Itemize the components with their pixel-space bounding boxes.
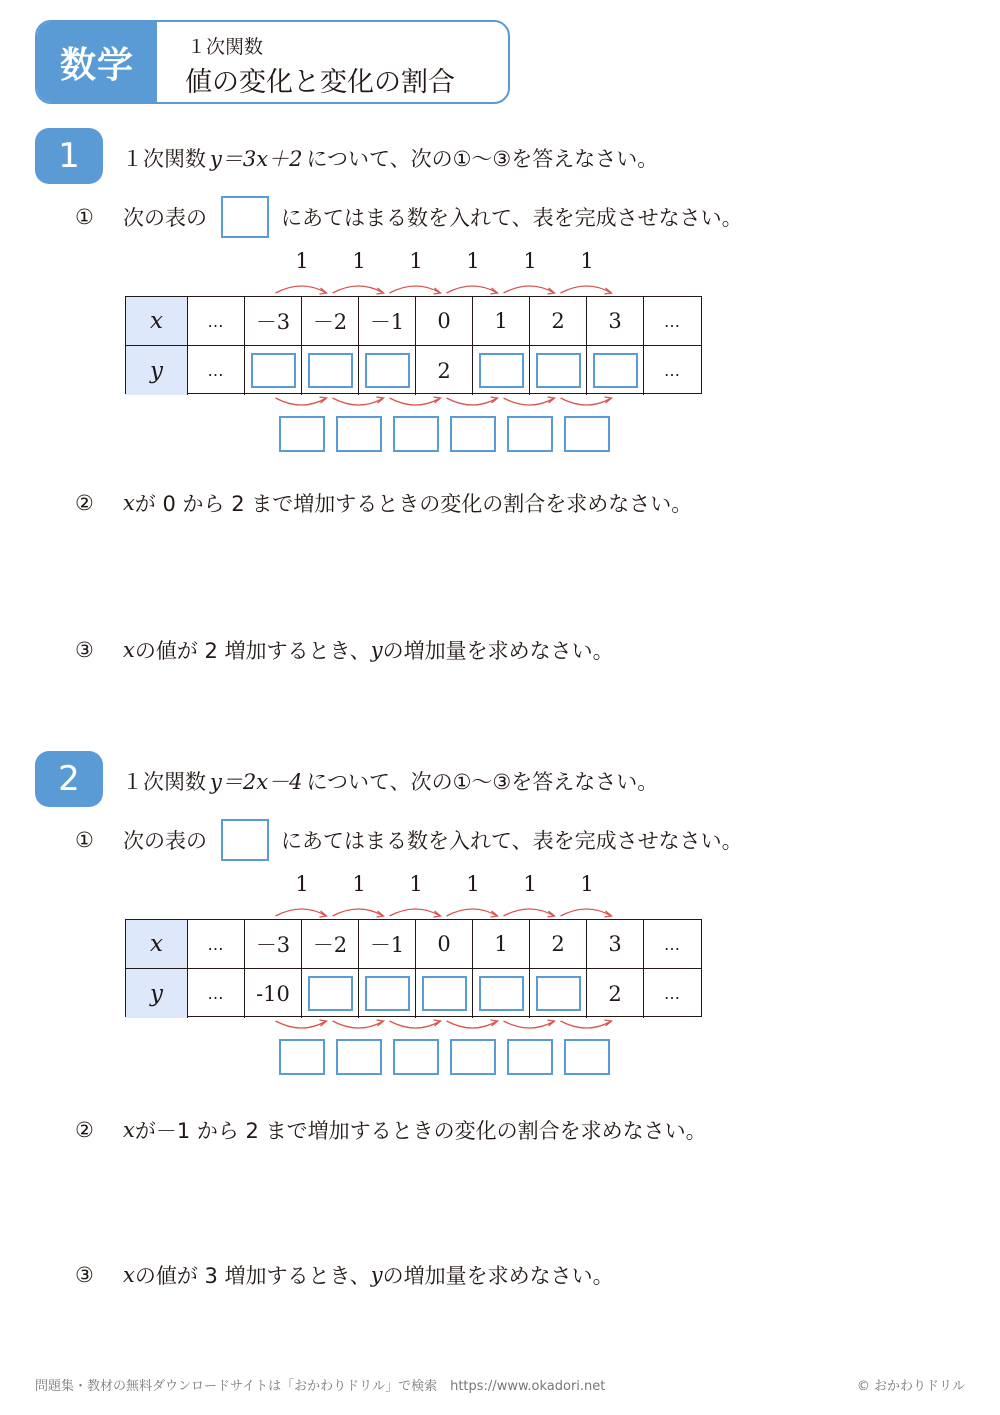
problem-2-q3 xyxy=(75,1260,614,1290)
problem-1-q2 xyxy=(75,488,692,518)
increment-arrow xyxy=(390,1021,441,1028)
x-cell: … xyxy=(664,311,681,331)
increment-arrow xyxy=(333,1021,384,1028)
x-cell: 0 xyxy=(416,920,473,968)
x-cell: －1 xyxy=(359,297,416,345)
intro-suffix: について、次の①～③を答えなさい。 xyxy=(306,770,659,794)
increment-arrow xyxy=(561,909,612,916)
y-cell-blank[interactable] xyxy=(530,969,587,1018)
x-cell: －1 xyxy=(359,920,416,968)
increment-arrow xyxy=(390,398,441,405)
x-cell: … xyxy=(188,297,245,345)
x-cell: … xyxy=(188,920,245,968)
increment-arrow xyxy=(390,286,441,293)
problem-number-badge: 2 xyxy=(35,751,103,807)
x-increment-label: 1 xyxy=(295,872,309,896)
x-increment-label: 1 xyxy=(523,872,537,896)
y-cell-blank[interactable] xyxy=(530,346,587,395)
x-increment-label: 1 xyxy=(352,249,366,273)
y-answer-box[interactable] xyxy=(365,976,410,1011)
increment-arrow xyxy=(561,286,612,293)
y-cell-blank[interactable] xyxy=(416,969,473,1018)
x-increment-label: 1 xyxy=(352,872,366,896)
y-header: y xyxy=(126,346,188,395)
increment-arrow xyxy=(504,286,555,293)
q1-text-post: にあてはまる数を入れて、表を完成させなさい。 xyxy=(281,206,743,230)
y-cell: … xyxy=(664,361,681,380)
y-row xyxy=(126,969,701,1018)
y-increment-answer-box[interactable] xyxy=(450,416,496,452)
x-cell: －2 xyxy=(302,297,359,345)
intro-prefix: １次関数 xyxy=(122,147,206,171)
q3-marker: ③ xyxy=(75,1263,94,1287)
x-cell: －3 xyxy=(245,297,302,345)
q3-marker: ③ xyxy=(75,638,94,662)
problem-2-q1 xyxy=(75,819,743,861)
footer-copyright: © おかわりドリル xyxy=(856,1379,965,1394)
x-cell: 1 xyxy=(473,920,530,968)
y-answer-box[interactable] xyxy=(536,353,581,388)
intro-prefix: １次関数 xyxy=(122,770,206,794)
increment-arrow xyxy=(276,1021,327,1028)
value-table xyxy=(125,919,702,1017)
q3-variable-x: x xyxy=(123,638,135,662)
x-increment-label: 1 xyxy=(523,249,537,273)
y-increment-answer-box[interactable] xyxy=(393,416,439,452)
y-answer-box[interactable] xyxy=(308,976,353,1011)
problem-2-q2 xyxy=(75,1115,707,1145)
x-cell: 0 xyxy=(416,297,473,345)
q2-variable: x xyxy=(123,1118,135,1142)
y-answer-box[interactable] xyxy=(365,353,410,388)
y-cell: … xyxy=(188,969,245,1018)
x-cell: 1 xyxy=(473,297,530,345)
equation: y＝3x＋2 xyxy=(210,147,303,171)
x-increment-label: 1 xyxy=(295,249,309,273)
x-cell: … xyxy=(664,934,681,954)
y-header: y xyxy=(126,969,188,1018)
y-cell-blank[interactable] xyxy=(245,346,302,395)
problem-2-intro xyxy=(122,766,658,796)
increment-arrow xyxy=(561,398,612,405)
footer-site-info: 問題集・教材の無料ダウンロードサイトは「おかわりドリル」で検索 https://www.okadori.net xyxy=(35,1379,606,1394)
y-answer-box[interactable] xyxy=(251,353,296,388)
q3-variable-y: y xyxy=(370,1263,383,1287)
y-cell-blank[interactable] xyxy=(302,346,359,395)
y-cell-blank[interactable] xyxy=(302,969,359,1018)
increment-arrow xyxy=(276,398,327,405)
x-header: x xyxy=(126,920,188,968)
y-increment-answer-box[interactable] xyxy=(279,1039,325,1075)
y-cell: 2 xyxy=(416,346,473,395)
problem-1-q3 xyxy=(75,635,614,665)
y-cell-blank[interactable] xyxy=(587,346,644,395)
x-increment-label: 1 xyxy=(580,872,594,896)
increment-arrow xyxy=(276,909,327,916)
y-answer-box[interactable] xyxy=(308,353,353,388)
q3-text-a: の値が 2 増加するとき、 xyxy=(134,639,371,663)
increment-arrow xyxy=(333,909,384,916)
answer-box-sample xyxy=(221,819,269,861)
x-increment-label: 1 xyxy=(409,249,423,273)
q2-variable: x xyxy=(123,491,135,515)
y-cell-blank[interactable] xyxy=(473,346,530,395)
q3-variable-x: x xyxy=(123,1263,135,1287)
y-answer-box[interactable] xyxy=(593,353,638,388)
x-cell: 2 xyxy=(530,297,587,345)
y-cell: … xyxy=(664,984,681,1003)
q1-text-post: にあてはまる数を入れて、表を完成させなさい。 xyxy=(281,829,743,853)
increment-arrow xyxy=(447,286,498,293)
x-increment-label: 1 xyxy=(580,249,594,273)
q2-marker: ② xyxy=(75,491,94,515)
y-answer-box[interactable] xyxy=(479,353,524,388)
value-table xyxy=(125,296,702,394)
y-increment-answer-box[interactable] xyxy=(507,416,553,452)
x-cell: －2 xyxy=(302,920,359,968)
y-row xyxy=(126,346,701,395)
y-answer-box[interactable] xyxy=(479,976,524,1011)
increment-arrow xyxy=(504,1021,555,1028)
q1-marker: ① xyxy=(75,205,94,229)
x-row xyxy=(126,297,701,346)
unit-name: １次関数 xyxy=(187,36,264,58)
q3-text-b: の増加量を求めなさい。 xyxy=(382,639,614,663)
y-cell-blank[interactable] xyxy=(473,969,530,1018)
increment-arrow xyxy=(333,286,384,293)
intro-suffix: について、次の①～③を答えなさい。 xyxy=(306,147,659,171)
increment-arrow xyxy=(333,398,384,405)
y-increment-answer-box[interactable] xyxy=(336,1039,382,1075)
q1-text-pre: 次の表の xyxy=(123,829,207,853)
increment-arrow xyxy=(561,1021,612,1028)
y-increment-answer-box[interactable] xyxy=(564,416,610,452)
x-increment-label: 1 xyxy=(466,249,480,273)
y-answer-box[interactable] xyxy=(422,976,467,1011)
y-increment-answer-box[interactable] xyxy=(393,1039,439,1075)
increment-arrow xyxy=(276,286,327,293)
x-increment-label: 1 xyxy=(409,872,423,896)
y-answer-box[interactable] xyxy=(536,976,581,1011)
x-cell: 3 xyxy=(587,297,644,345)
x-increment-label: 1 xyxy=(466,872,480,896)
q1-marker: ① xyxy=(75,828,94,852)
y-cell: … xyxy=(188,346,245,395)
y-cell-blank[interactable] xyxy=(359,346,416,395)
increment-arrow xyxy=(447,398,498,405)
x-header: x xyxy=(126,297,188,345)
x-cell: 3 xyxy=(587,920,644,968)
y-increment-answer-box[interactable] xyxy=(279,416,325,452)
worksheet-title: 値の変化と変化の割合 xyxy=(185,67,455,98)
increment-arrow xyxy=(447,1021,498,1028)
y-cell-blank[interactable] xyxy=(359,969,416,1018)
q3-text-a: の値が 3 増加するとき、 xyxy=(134,1264,371,1288)
y-increment-answer-box[interactable] xyxy=(450,1039,496,1075)
q2-text: が－1 から 2 まで増加するときの変化の割合を求めなさい。 xyxy=(134,1119,707,1143)
y-cell: 2 xyxy=(587,969,644,1018)
x-cell: －3 xyxy=(245,920,302,968)
increment-arrow xyxy=(504,909,555,916)
y-cell: -10 xyxy=(245,969,302,1018)
q1-text-pre: 次の表の xyxy=(123,206,207,230)
x-row xyxy=(126,920,701,969)
increment-arrow xyxy=(390,909,441,916)
equation: y＝2x－4 xyxy=(210,770,303,794)
q3-variable-y: y xyxy=(370,638,383,662)
y-increment-answer-box[interactable] xyxy=(336,416,382,452)
subject-tag: 数学 xyxy=(37,22,157,102)
q2-marker: ② xyxy=(75,1118,94,1142)
increment-arrow xyxy=(504,398,555,405)
y-increment-answer-box[interactable] xyxy=(564,1039,610,1075)
problem-number-badge: 1 xyxy=(35,128,103,184)
increment-arrow xyxy=(447,909,498,916)
q3-text-b: の増加量を求めなさい。 xyxy=(382,1264,614,1288)
x-cell: 2 xyxy=(530,920,587,968)
y-increment-answer-box[interactable] xyxy=(507,1039,553,1075)
q2-text: が 0 から 2 まで増加するときの変化の割合を求めなさい。 xyxy=(134,492,693,516)
